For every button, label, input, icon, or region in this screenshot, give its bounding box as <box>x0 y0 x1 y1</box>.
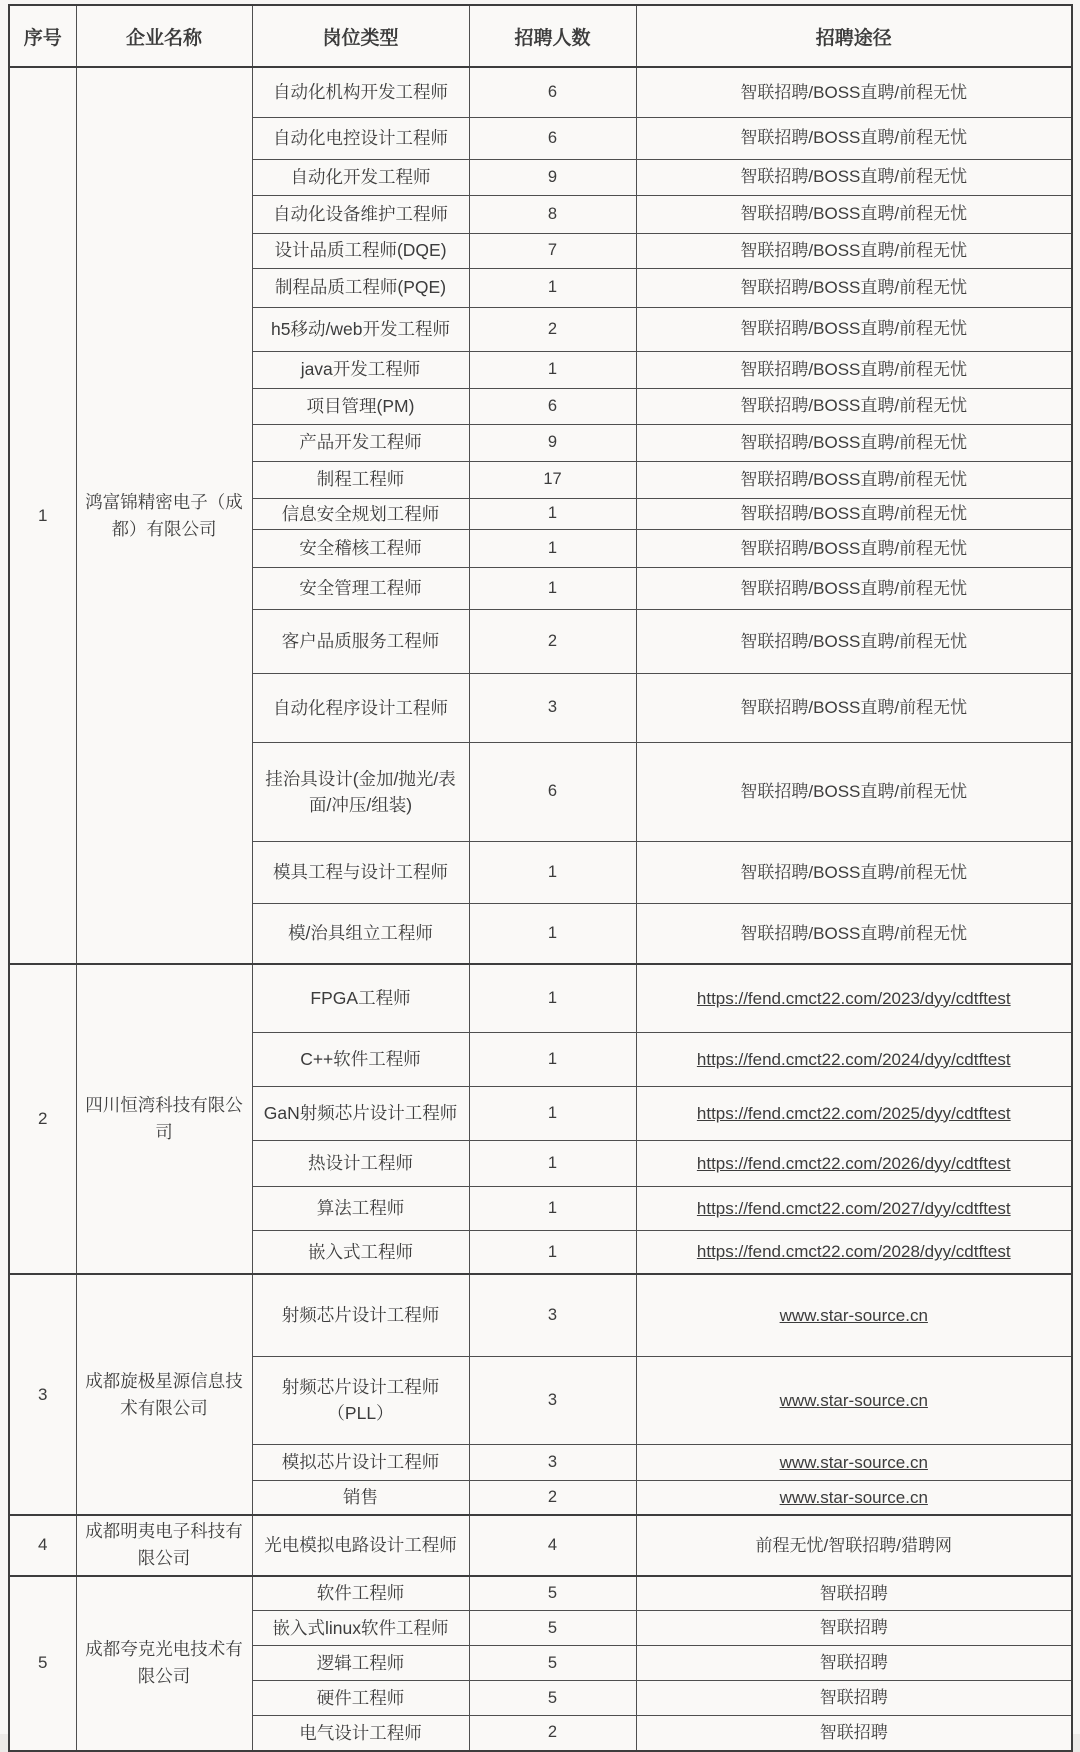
headcount-cell: 1 <box>469 841 636 903</box>
headcount-cell: 1 <box>469 964 636 1032</box>
position-title-cell: 软件工程师 <box>252 1576 469 1611</box>
position-title-cell: 射频芯片设计工程师 <box>252 1274 469 1356</box>
position-title-cell: GaN射频芯片设计工程师 <box>252 1086 469 1140</box>
company-name-cell: 鸿富锦精密电子（成都）有限公司 <box>76 67 252 964</box>
position-title-cell: 项目管理(PM) <box>252 388 469 424</box>
position-title-cell: C++软件工程师 <box>252 1032 469 1086</box>
position-title-cell: 设计品质工程师(DQE) <box>252 233 469 268</box>
channel-link[interactable]: www.star-source.cn <box>779 1452 928 1472</box>
headcount-cell: 1 <box>469 1230 636 1274</box>
channel-cell <box>636 1140 1072 1186</box>
headcount-cell: 3 <box>469 673 636 742</box>
headcount-cell: 6 <box>469 742 636 841</box>
channel-link[interactable]: https://fend.cmct22.com/2024/dyy/cdtftest <box>696 1049 1011 1069</box>
position-title-cell: 自动化设备维护工程师 <box>252 195 469 233</box>
headcount-cell: 1 <box>469 567 636 609</box>
channel-cell: 前程无忧/智联招聘/猎聘网 <box>636 1515 1072 1575</box>
position-title-cell: 光电模拟电路设计工程师 <box>252 1515 469 1575</box>
channel-cell: 智联招聘/BOSS直聘/前程无忧 <box>636 903 1072 964</box>
channel-cell: 智联招聘/BOSS直聘/前程无忧 <box>636 742 1072 841</box>
position-title-cell: 信息安全规划工程师 <box>252 498 469 529</box>
headcount-cell: 2 <box>469 1716 636 1751</box>
channel-link[interactable]: https://fend.cmct22.com/2027/dyy/cdtftest <box>696 1198 1011 1218</box>
headcount-cell: 6 <box>469 117 636 159</box>
table-row <box>9 1515 1072 1575</box>
position-title-cell: 安全管理工程师 <box>252 567 469 609</box>
channel-cell: 智联招聘/BOSS直聘/前程无忧 <box>636 498 1072 529</box>
headcount-cell: 1 <box>469 268 636 307</box>
channel-cell: 智联招聘/BOSS直聘/前程无忧 <box>636 673 1072 742</box>
channel-link[interactable]: www.star-source.cn <box>779 1305 928 1325</box>
position-title-cell: 制程品质工程师(PQE) <box>252 268 469 307</box>
channel-cell <box>636 1032 1072 1086</box>
headcount-cell: 5 <box>469 1681 636 1716</box>
headcount-cell: 2 <box>469 307 636 351</box>
channel-link[interactable]: https://fend.cmct22.com/2025/dyy/cdtftest <box>696 1103 1011 1123</box>
channel-cell: 智联招聘/BOSS直聘/前程无忧 <box>636 117 1072 159</box>
headcount-cell: 7 <box>469 233 636 268</box>
table-row <box>9 1274 1072 1356</box>
position-title-cell: 电气设计工程师 <box>252 1716 469 1751</box>
recruitment-table <box>8 4 1073 1752</box>
position-title-cell: 安全稽核工程师 <box>252 529 469 567</box>
channel-cell: 智联招聘 <box>636 1576 1072 1611</box>
position-title-cell: 热设计工程师 <box>252 1140 469 1186</box>
channel-cell <box>636 1444 1072 1480</box>
header-index: 序号 <box>9 5 76 67</box>
position-title-cell: FPGA工程师 <box>252 964 469 1032</box>
headcount-cell: 1 <box>469 498 636 529</box>
header-headcount: 招聘人数 <box>469 5 636 67</box>
position-title-cell: 硬件工程师 <box>252 1681 469 1716</box>
position-title-cell: 自动化机构开发工程师 <box>252 67 469 117</box>
headcount-cell: 8 <box>469 195 636 233</box>
channel-cell: 智联招聘 <box>636 1646 1072 1681</box>
channel-cell: 智联招聘/BOSS直聘/前程无忧 <box>636 461 1072 498</box>
position-title-cell: 自动化开发工程师 <box>252 159 469 195</box>
channel-cell: 智联招聘 <box>636 1716 1072 1751</box>
channel-cell: 智联招聘/BOSS直聘/前程无忧 <box>636 67 1072 117</box>
position-title-cell: 逻辑工程师 <box>252 1646 469 1681</box>
position-title-cell: 制程工程师 <box>252 461 469 498</box>
company-name-cell: 四川恒湾科技有限公司 <box>76 964 252 1274</box>
headcount-cell: 9 <box>469 159 636 195</box>
company-index-cell: 1 <box>9 67 76 964</box>
channel-cell: 智联招聘/BOSS直聘/前程无忧 <box>636 307 1072 351</box>
headcount-cell: 4 <box>469 1515 636 1575</box>
headcount-cell: 3 <box>469 1444 636 1480</box>
headcount-cell: 5 <box>469 1611 636 1646</box>
headcount-cell: 5 <box>469 1576 636 1611</box>
position-title-cell: 销售 <box>252 1480 469 1515</box>
headcount-cell: 1 <box>469 1140 636 1186</box>
header-position-type: 岗位类型 <box>252 5 469 67</box>
headcount-cell: 17 <box>469 461 636 498</box>
position-title-cell: java开发工程师 <box>252 351 469 388</box>
channel-cell <box>636 1230 1072 1274</box>
company-name-cell: 成都夸克光电技术有限公司 <box>76 1576 252 1751</box>
channel-cell: 智联招聘/BOSS直聘/前程无忧 <box>636 424 1072 461</box>
company-name-cell: 成都明夷电子科技有限公司 <box>76 1515 252 1575</box>
position-title-cell: 模具工程与设计工程师 <box>252 841 469 903</box>
headcount-cell: 2 <box>469 1480 636 1515</box>
company-index-cell: 5 <box>9 1576 76 1751</box>
channel-cell <box>636 964 1072 1032</box>
channel-cell: 智联招聘/BOSS直聘/前程无忧 <box>636 529 1072 567</box>
headcount-cell: 6 <box>469 388 636 424</box>
channel-cell: 智联招聘/BOSS直聘/前程无忧 <box>636 388 1072 424</box>
channel-cell <box>636 1480 1072 1515</box>
header-company-name: 企业名称 <box>76 5 252 67</box>
headcount-cell: 6 <box>469 67 636 117</box>
channel-link[interactable]: https://fend.cmct22.com/2028/dyy/cdtftest <box>696 1242 1011 1262</box>
company-index-cell: 4 <box>9 1515 76 1575</box>
channel-link[interactable]: https://fend.cmct22.com/2026/dyy/cdtftest <box>696 1153 1011 1173</box>
headcount-cell: 1 <box>469 351 636 388</box>
table-row <box>9 964 1072 1032</box>
company-index-cell: 2 <box>9 964 76 1274</box>
company-index-cell: 3 <box>9 1274 76 1515</box>
table-row <box>9 67 1072 117</box>
position-title-cell: 模拟芯片设计工程师 <box>252 1444 469 1480</box>
channel-cell: 智联招聘/BOSS直聘/前程无忧 <box>636 351 1072 388</box>
channel-cell <box>636 1186 1072 1230</box>
position-title-cell: 自动化电控设计工程师 <box>252 117 469 159</box>
channel-cell <box>636 1274 1072 1356</box>
position-title-cell: 模/治具组立工程师 <box>252 903 469 964</box>
position-title-cell: 挂治具设计(金加/抛光/表面/冲压/组装) <box>252 742 469 841</box>
table-row <box>9 1576 1072 1611</box>
table-body <box>9 67 1072 1751</box>
header-row <box>9 5 1072 67</box>
channel-cell: 智联招聘/BOSS直聘/前程无忧 <box>636 233 1072 268</box>
header-channel: 招聘途径 <box>636 5 1072 67</box>
headcount-cell: 5 <box>469 1646 636 1681</box>
position-title-cell: 算法工程师 <box>252 1186 469 1230</box>
channel-link[interactable]: https://fend.cmct22.com/2023/dyy/cdtftest <box>696 988 1011 1008</box>
channel-link[interactable]: www.star-source.cn <box>779 1390 928 1410</box>
position-title-cell: h5移动/web开发工程师 <box>252 307 469 351</box>
channel-cell: 智联招聘/BOSS直聘/前程无忧 <box>636 159 1072 195</box>
position-title-cell: 嵌入式工程师 <box>252 1230 469 1274</box>
channel-cell: 智联招聘/BOSS直聘/前程无忧 <box>636 841 1072 903</box>
position-title-cell: 自动化程序设计工程师 <box>252 673 469 742</box>
channel-cell <box>636 1086 1072 1140</box>
channel-cell: 智联招聘 <box>636 1681 1072 1716</box>
headcount-cell: 1 <box>469 1032 636 1086</box>
channel-link[interactable]: www.star-source.cn <box>779 1487 928 1507</box>
channel-cell: 智联招聘/BOSS直聘/前程无忧 <box>636 609 1072 673</box>
channel-cell: 智联招聘/BOSS直聘/前程无忧 <box>636 195 1072 233</box>
headcount-cell: 1 <box>469 903 636 964</box>
position-title-cell: 射频芯片设计工程师（PLL） <box>252 1356 469 1444</box>
headcount-cell: 2 <box>469 609 636 673</box>
headcount-cell: 3 <box>469 1356 636 1444</box>
channel-cell: 智联招聘/BOSS直聘/前程无忧 <box>636 268 1072 307</box>
headcount-cell: 3 <box>469 1274 636 1356</box>
headcount-cell: 9 <box>469 424 636 461</box>
headcount-cell: 1 <box>469 1186 636 1230</box>
channel-cell <box>636 1356 1072 1444</box>
headcount-cell: 1 <box>469 529 636 567</box>
channel-cell: 智联招聘/BOSS直聘/前程无忧 <box>636 567 1072 609</box>
headcount-cell: 1 <box>469 1086 636 1140</box>
position-title-cell: 客户品质服务工程师 <box>252 609 469 673</box>
position-title-cell: 产品开发工程师 <box>252 424 469 461</box>
channel-cell: 智联招聘 <box>636 1611 1072 1646</box>
company-name-cell: 成都旋极星源信息技术有限公司 <box>76 1274 252 1515</box>
position-title-cell: 嵌入式linux软件工程师 <box>252 1611 469 1646</box>
